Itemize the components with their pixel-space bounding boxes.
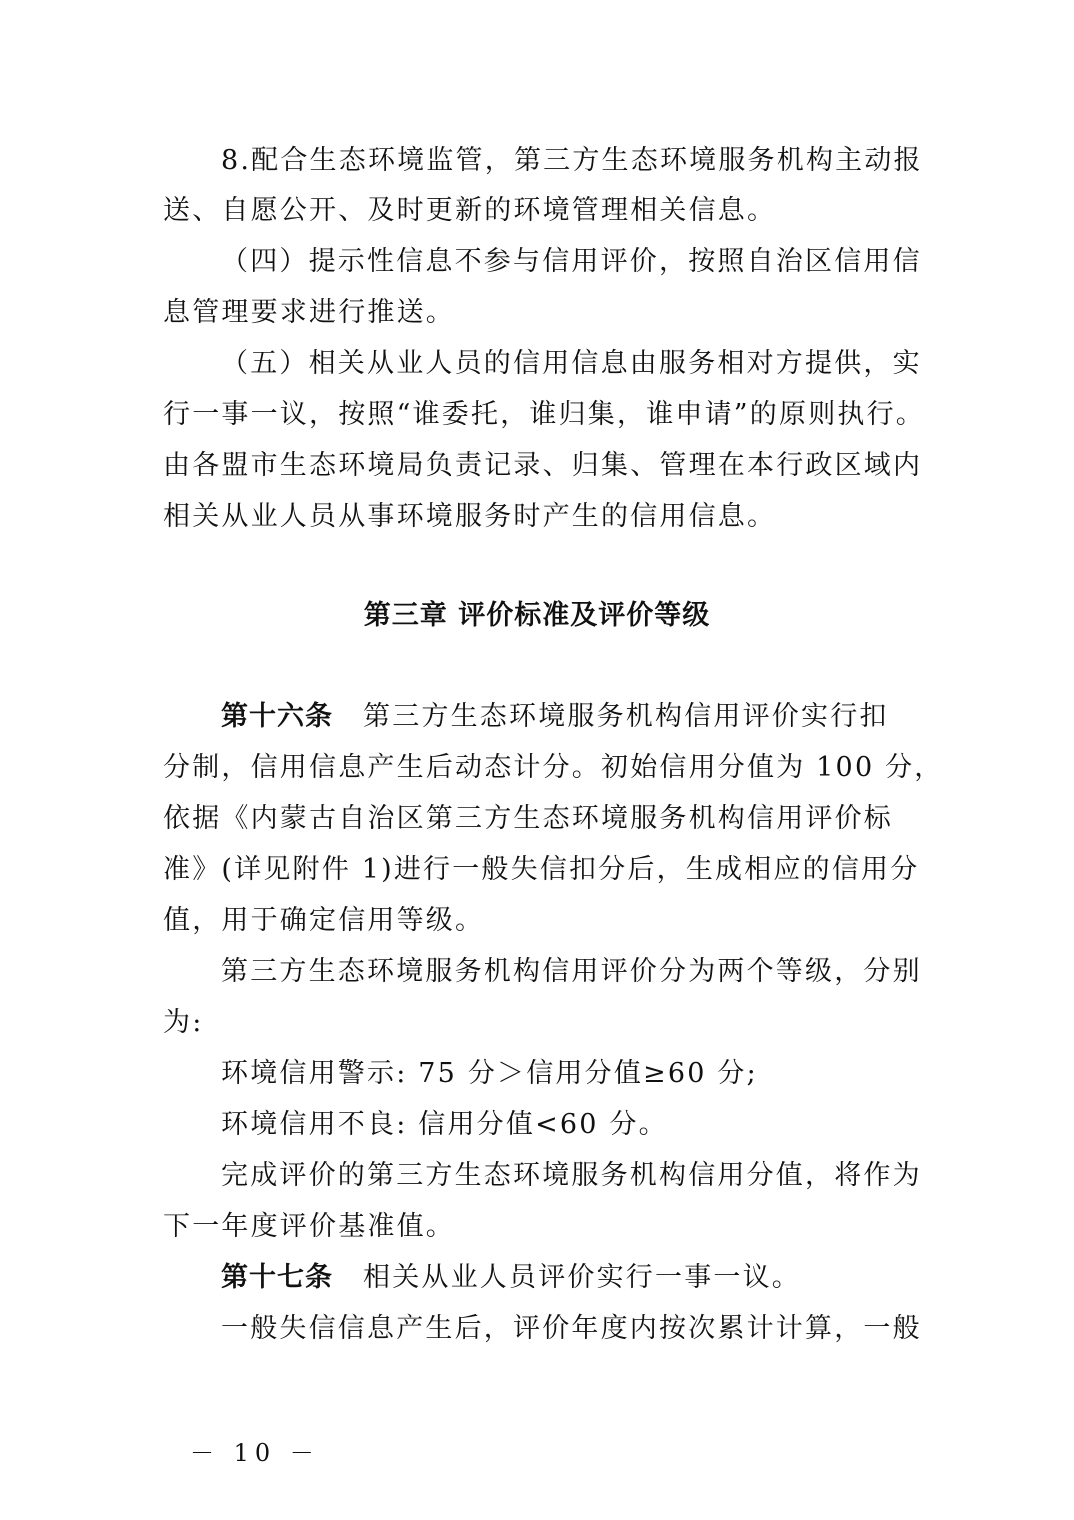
text-line: （五）相关从业人员的信用信息由服务相对方提供，实 [221, 348, 922, 379]
text-line: 一般失信信息产生后，评价年度内按次累计计算，一般 [221, 1313, 922, 1344]
text-line: 依据《内蒙古自治区第三方生态环境服务机构信用评价标 [163, 803, 893, 834]
text-line: （四）提示性信息不参与信用评价，按照自治区信用信 [221, 246, 922, 277]
article-16-label: 第十六条 [221, 701, 333, 732]
text-line: 行一事一议，按照“谁委托，谁归集，谁申请”的原则执行。 [163, 399, 926, 430]
text-line: 准》(详见附件 1)进行一般失信扣分后，生成相应的信用分 [163, 854, 920, 885]
article-17-text: 相关从业人员评价实行一事一议。 [363, 1262, 801, 1293]
page-number: － 10 － [190, 1439, 320, 1467]
chapter-heading: 第三章 评价标准及评价等级 [363, 600, 711, 631]
article-17-label: 第十七条 [221, 1262, 333, 1293]
article-17-first-line [221, 1260, 801, 1296]
article-16-text: 第三方生态环境服务机构信用评价实行扣 [363, 701, 889, 732]
article-16-first-line [221, 699, 889, 735]
text-line: 环境信用警示: 75 分＞信用分值≥60 分; [221, 1058, 758, 1089]
text-line: 值，用于确定信用等级。 [163, 905, 485, 936]
text-line: 为: [163, 1007, 204, 1038]
text-line: 由各盟市生态环境局负责记录、归集、管理在本行政区域内 [163, 450, 923, 481]
text-line: 息管理要求进行推送。 [163, 297, 455, 328]
text-line: 完成评价的第三方生态环境服务机构信用分值，将作为 [221, 1160, 922, 1191]
text-line: 送、自愿公开、及时更新的环境管理相关信息。 [163, 195, 777, 226]
text-line: 下一年度评价基准值。 [163, 1211, 455, 1242]
text-line: 环境信用不良: 信用分值<60 分。 [221, 1109, 668, 1140]
text-line: 8.配合生态环境监管，第三方生态环境服务机构主动报 [221, 145, 923, 176]
text-line: 第三方生态环境服务机构信用评价分为两个等级，分别 [221, 956, 922, 987]
text-line: 分制，信用信息产生后动态计分。初始信用分值为 100 分， [163, 752, 944, 783]
text-line: 相关从业人员从事环境服务时产生的信用信息。 [163, 501, 777, 532]
